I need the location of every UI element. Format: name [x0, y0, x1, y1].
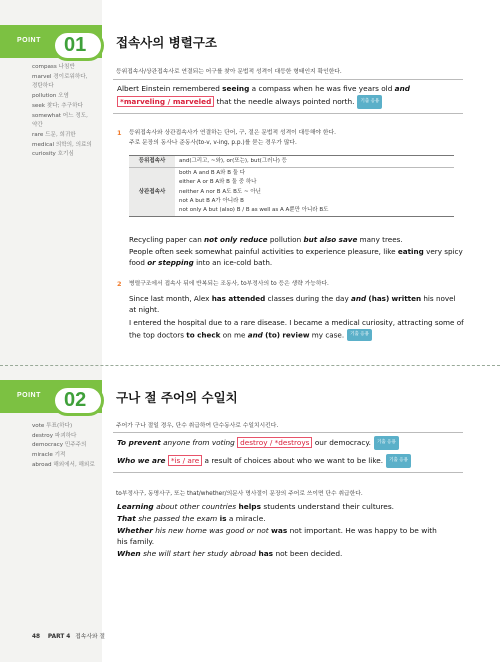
point-label: POINT: [17, 37, 41, 44]
rule-text: 병렬구조에서 접속사 뒤에 반복되는 조동사, to부정사의 to 등은 생략 가능하다.: [129, 281, 329, 287]
badge: 기출 응용: [347, 329, 372, 342]
example-sentence: Recycling paper can not only reduce pollution but also save many trees.: [129, 235, 403, 244]
divider: [113, 432, 463, 433]
section-divider: [0, 365, 500, 366]
answer-choice: *is / are: [168, 455, 202, 466]
rule-number: 1: [117, 129, 122, 137]
vocab-item: miracle 기적: [32, 452, 66, 459]
vocab-item: rare 드문, 희귀한: [32, 131, 76, 138]
table-cell: and(그리고, ~와), or(또는), but(그러나) 등: [175, 156, 454, 168]
point-01-title: 접속사의 병렬구조: [116, 35, 217, 50]
vocab-item: vote 투표(하다): [32, 423, 73, 429]
vocab-item: compass 나침반: [32, 64, 75, 70]
badge: 기출 응용: [374, 436, 399, 450]
answer-choice: *marveling / marveled: [117, 96, 214, 107]
divider: [113, 472, 463, 473]
badge: 기출 응용: [386, 454, 411, 468]
example-sentence: People often seek somewhat painful activities to experience pleasure, like eating very spicy food or stepping into an ice-cold bath.: [129, 247, 463, 267]
vocab-item: curiosity 호기심: [32, 151, 74, 158]
point-number: 02: [52, 385, 104, 416]
example-sentence: When she will start her study abroad has not been decided.: [117, 549, 343, 558]
divider: [113, 113, 463, 114]
divider: [113, 79, 463, 80]
table-head: 상관접속사: [129, 168, 175, 217]
vocab-item: destroy 파괴하다: [32, 432, 77, 439]
point-02-intro-2: to부정사구, 동명사구, 또는 that/whether/의문사 명사절이 문장의 주어로 쓰이면 단수 취급한다.: [116, 491, 363, 497]
part-label: PART 4: [47, 634, 71, 640]
example-box-1: Albert Einstein remembered seeing a compass when he was five years old and *marveling / marveled that the needle always pointed north. 기출 응용: [117, 83, 459, 109]
page-footer: [32, 631, 105, 640]
point-02-intro: 주어가 구나 절일 경우, 단수 취급하여 단수동사로 수일치시킨다.: [116, 423, 279, 429]
point-02-tab: [0, 380, 102, 413]
rule-text: 등위접속사와 상관접속사가 연결하는 단어, 구, 절은 문법적 성격이 대등해야 한다. 주로 문장의 동사나 준동사(to-v, v-ing, p.p.)를 묻는 경우가 많다.: [129, 130, 336, 146]
vocab-item: seek 찾다; 추구하다: [32, 102, 83, 109]
example-box-2: To prevent anyone from voting destroy / *destroys our democracy. 기출 응용 Who we are *is / are a result of choices about who we want to be like. 기출 응용: [117, 436, 459, 468]
example-sentence: I entered the hospital due to a rare disease. I became a medical curiosity, attracting some of the top doctors to check on me and (to) review my case. 기출 응용: [129, 318, 465, 341]
point-number: 01: [52, 30, 104, 61]
vocab-item: pollution 오염: [32, 93, 69, 100]
badge: 기출 응용: [357, 95, 382, 109]
table-head: 등위접속사: [129, 156, 175, 168]
example-sentence: Since last month, Alex has attended classes during the day and (has) written his novel at night.: [129, 294, 456, 314]
example-sentence: Learning about other countries helps students understand their cultures.: [117, 502, 395, 511]
point-label: POINT: [17, 392, 41, 399]
point-01-tab: [0, 25, 102, 58]
vocab-list-2: [32, 422, 95, 471]
vocab-item: 약간: [32, 122, 43, 129]
vocab-item: medical 의학의, 의료의: [32, 141, 92, 148]
example-sentence: That she passed the exam is a miracle.: [117, 514, 266, 523]
table-cell: both A and B A와 B 둘 다 either A or B A와 B 둘 중 하나 neither A nor B A도 B도 ~ 아닌 not A but B A가 아니라 B not only A but (also) B / B as well as A A뿐만 아니라 B도: [175, 168, 454, 217]
vocab-item: 경탄하다: [32, 83, 54, 90]
conjunction-table: [129, 155, 454, 217]
point-02-title: 구나 절 주어의 수일치: [116, 390, 238, 405]
example-sentence: Whether his new home was good or not was not important. He was happy to be with his family.: [117, 526, 437, 546]
page-number: 48: [32, 634, 41, 640]
chapter-title: 접속사와 절: [75, 634, 106, 640]
vocab-item: marvel 경이로워하다,: [32, 73, 88, 80]
point-01-intro: 등위접속사/상관접속사로 연결되는 어구를 찾아 문법적 성격이 대등한 형태인지 확인한다.: [116, 69, 342, 75]
vocab-item: somewhat 어느 정도,: [32, 112, 88, 119]
answer-choice: destroy / *destroys: [237, 437, 312, 448]
rule-number: 2: [117, 280, 122, 288]
vocab-list-1: [32, 63, 92, 160]
vocab-item: democracy 민주주의: [32, 442, 87, 449]
vocab-item: abroad 해외에서, 해외로: [32, 461, 95, 468]
